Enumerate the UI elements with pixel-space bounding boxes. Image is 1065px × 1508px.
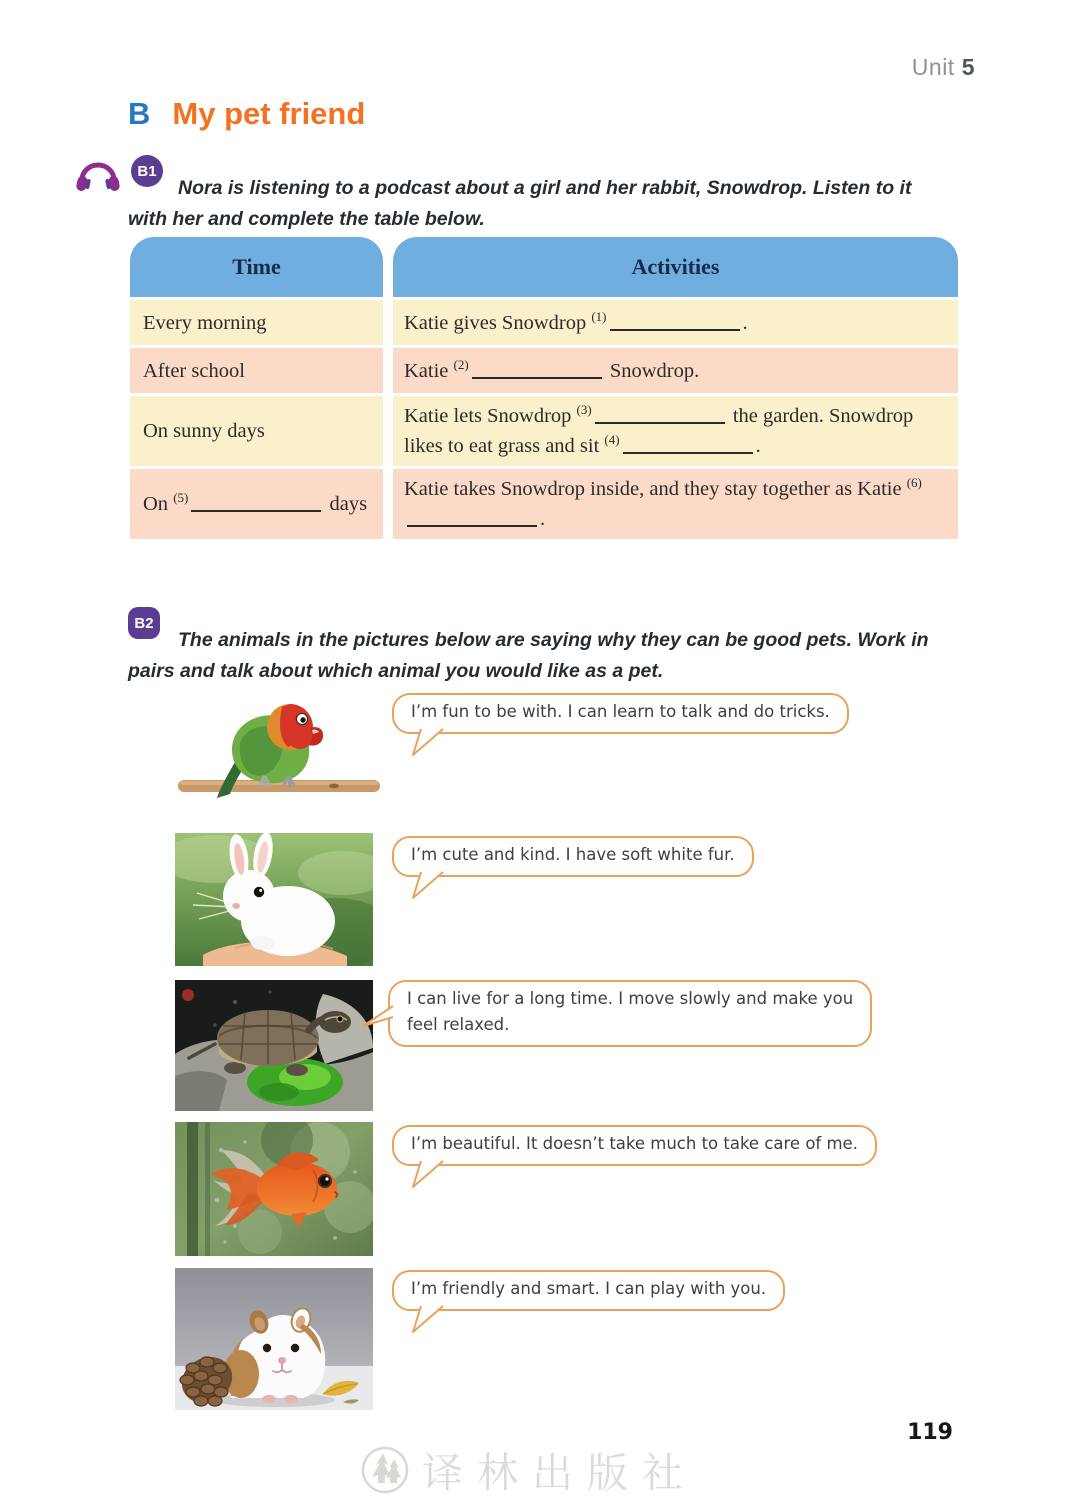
- b2-instruction: The animals in the pictures below are saying why they can be good pets. Work in pairs and talk about which animal you would like as a pet.: [128, 628, 929, 682]
- bubble-text: I’m cute and kind. I have soft white fur.: [411, 845, 735, 864]
- bubble-tail: [410, 1160, 450, 1190]
- table-row: [130, 469, 958, 539]
- activity-cell: Katie gives Snowdrop $^{(1)}$ .: [393, 300, 958, 345]
- headphones-icon: [74, 150, 122, 196]
- column-header-activities: Activities: [393, 237, 958, 297]
- section-letter: B: [128, 96, 151, 131]
- column-header-time: Time: [130, 237, 383, 297]
- speech-bubble-rabbit: [392, 836, 754, 877]
- page-number: 119: [907, 1420, 953, 1445]
- unit-label: [912, 54, 975, 81]
- bubble-tail: [410, 871, 450, 901]
- time-cell: Every morning: [130, 300, 383, 345]
- parrot-image: [172, 695, 388, 805]
- table-row: [130, 348, 958, 393]
- turtle-image: [175, 980, 373, 1111]
- goldfish-image: [175, 1122, 373, 1256]
- guinea-pig-image: [175, 1268, 373, 1410]
- time-cell: On $^{(5)}$ days: [130, 469, 383, 539]
- bubble-tail: [410, 728, 450, 758]
- unit-word: Unit: [911, 54, 955, 80]
- publisher-name: 译林出版社: [422, 1449, 697, 1497]
- time-cell: On sunny days: [130, 396, 383, 466]
- page-title: [128, 96, 365, 132]
- rabbit-image: [175, 833, 373, 966]
- fill-in-blank: [610, 315, 740, 331]
- activity-cell: Katie lets Snowdrop $^{(3)}$ the garden. Snowdrop likes to eat grass and sit $^{(4)}$ .: [393, 396, 958, 466]
- fill-in-blank: [623, 438, 753, 454]
- listening-table: [130, 237, 958, 539]
- fill-in-blank: [191, 496, 321, 512]
- bubble-text: I can live for a long time. I move slowly and make you: [407, 989, 854, 1008]
- speech-bubble-goldfish: [392, 1125, 877, 1166]
- section-title: My pet friend: [172, 96, 366, 131]
- table-row: [130, 300, 958, 345]
- fill-in-blank: [407, 511, 537, 527]
- unit-number: 5: [961, 54, 975, 80]
- publisher-watermark: [360, 1440, 697, 1499]
- bubble-text: I’m fun to be with. I can learn to talk and do tricks.: [411, 702, 830, 721]
- fill-in-blank: [595, 408, 725, 424]
- table-header: [130, 237, 958, 297]
- speech-bubble-parrot: [392, 693, 849, 734]
- b1-instruction: Nora is listening to a podcast about a girl and her rabbit, Snowdrop. Listen to it with her and complete the table below.: [128, 176, 912, 230]
- fill-in-blank: [472, 363, 602, 379]
- speech-bubble-guinea-pig: [392, 1270, 785, 1311]
- bubble-text: feel relaxed.: [407, 1015, 510, 1034]
- time-cell: After school: [130, 348, 383, 393]
- table-row: [130, 396, 958, 466]
- bubble-text: I’m friendly and smart. I can play with you.: [411, 1279, 767, 1298]
- speech-bubble-turtle: [388, 980, 872, 1047]
- bubble-text: I’m beautiful. It doesn’t take much to take care of me.: [411, 1134, 858, 1153]
- bubble-tail: [410, 1305, 450, 1335]
- bubble-tail: [361, 1004, 394, 1034]
- activity-badge-b2: B2: [128, 607, 160, 639]
- table-body: [130, 300, 958, 539]
- activity-cell: Katie takes Snowdrop inside, and they stay together as Katie $^{(6)}$.: [393, 469, 958, 539]
- activity-badge-b1: B1: [131, 155, 163, 187]
- publisher-logo-icon: [360, 1445, 410, 1495]
- activity-cell: Katie $^{(2)}$ Snowdrop.: [393, 348, 958, 393]
